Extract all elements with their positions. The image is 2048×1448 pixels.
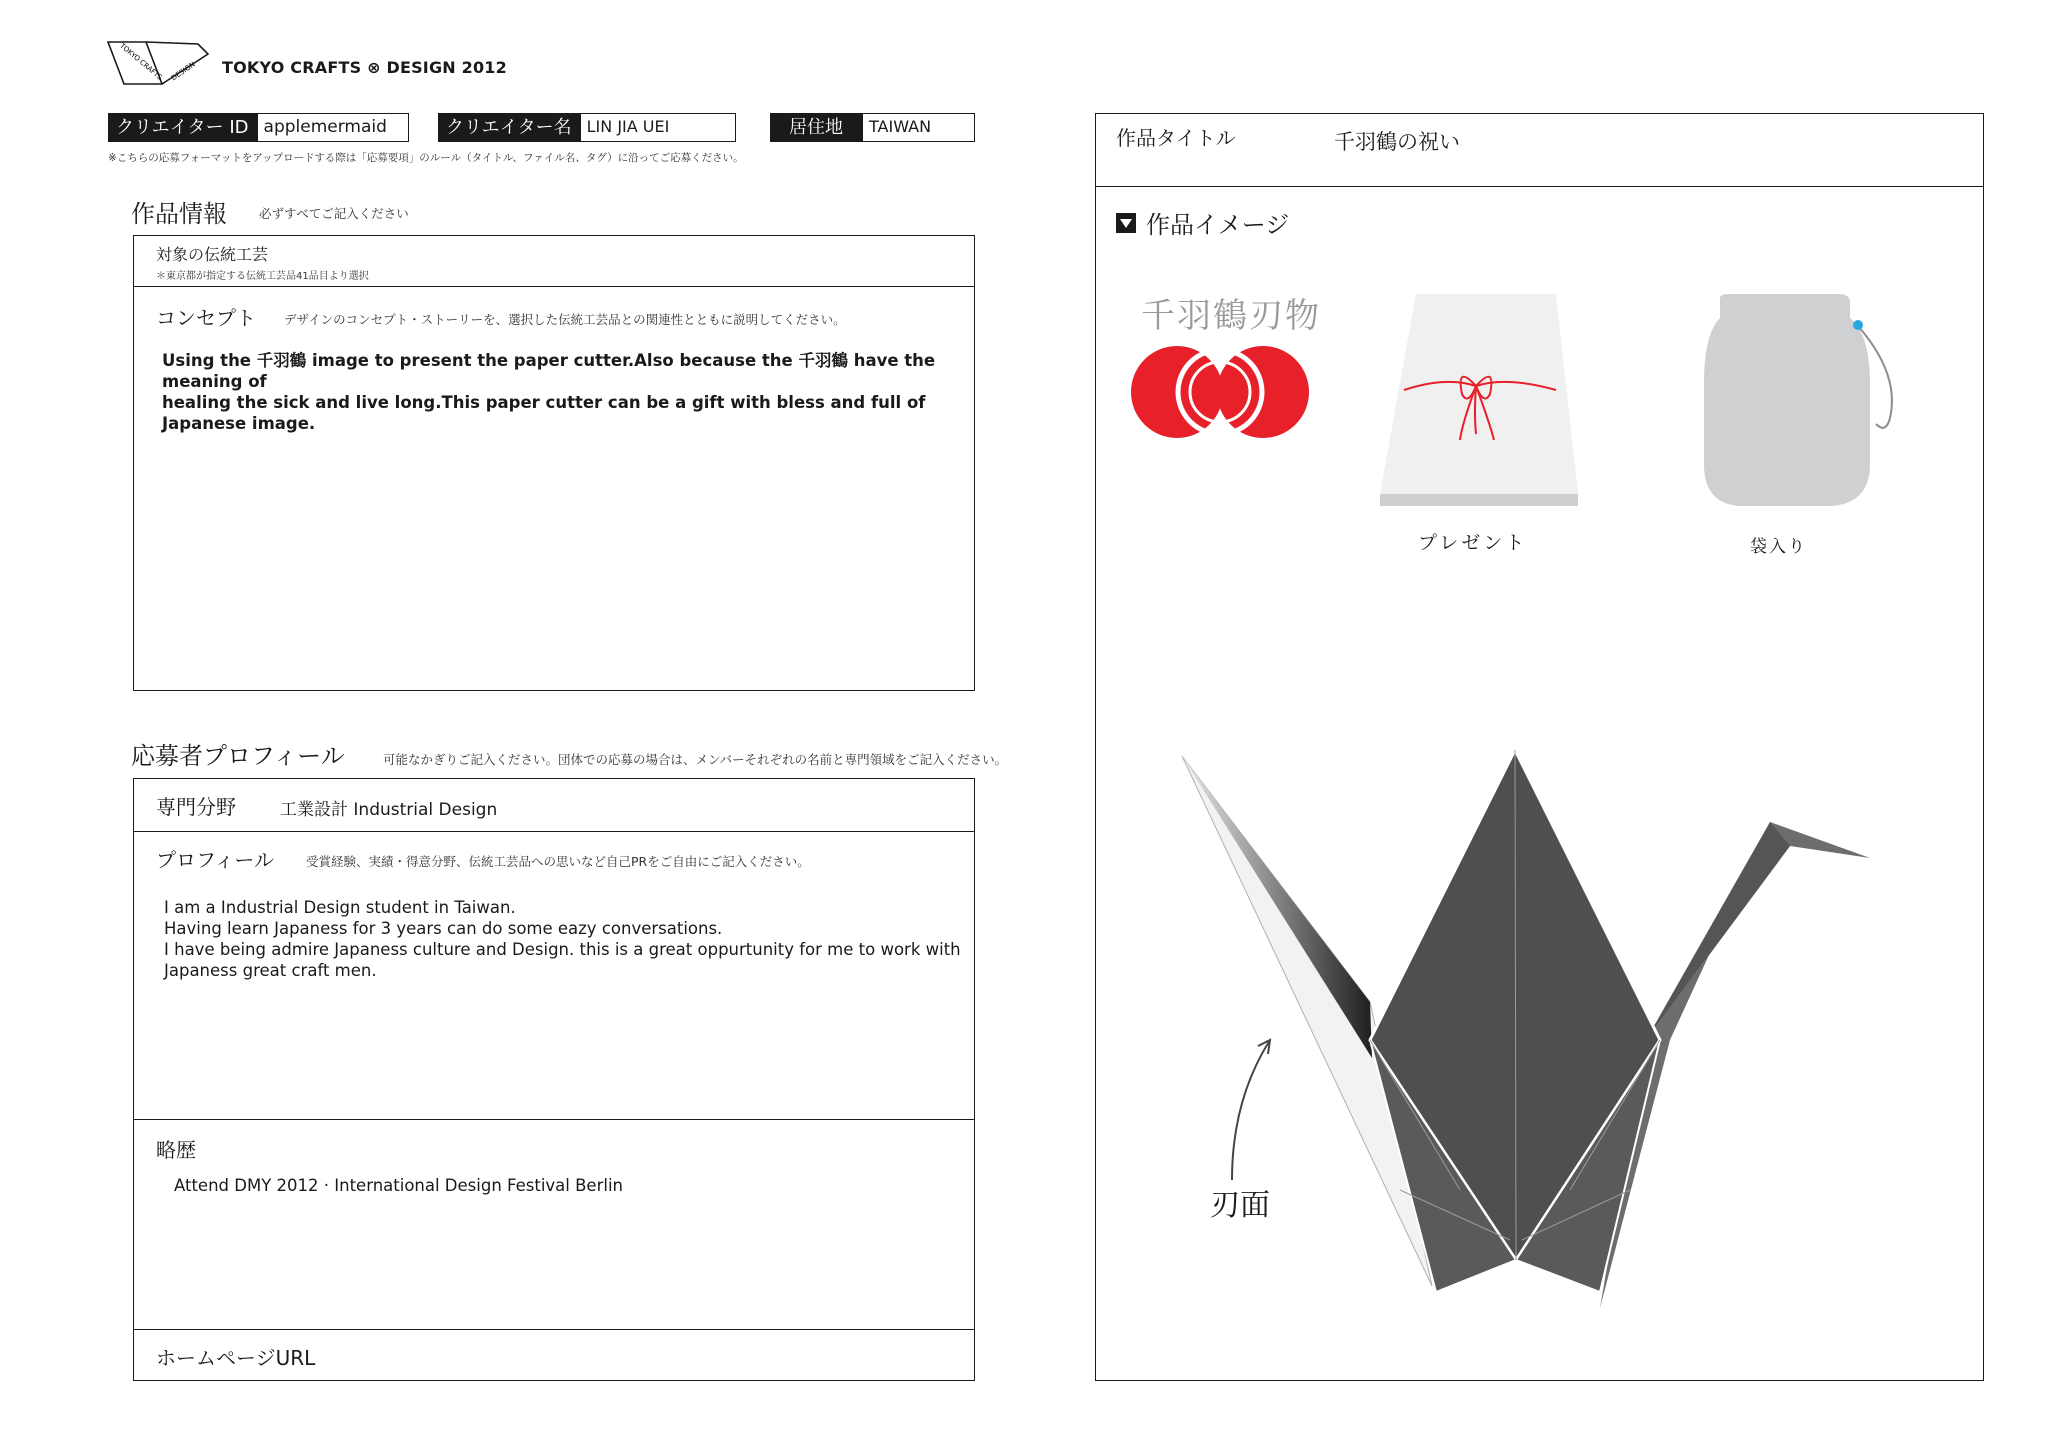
profile-box (133, 778, 975, 1381)
bag-caption: 袋入り (1750, 537, 1807, 557)
location-value[interactable]: TAIWAN (862, 113, 975, 142)
creator-name-field (438, 113, 736, 142)
location-field (770, 113, 975, 142)
history-text[interactable]: Attend DMY 2012 · International Design Festival Berlin (174, 1176, 623, 1195)
upload-note: ※こちらの応募フォーマットをアップロードする際は「応募要項」のルール（タイトル、ファイル名、タグ）に沿ってご応募ください。 (108, 152, 744, 164)
profile-text[interactable]: I am a Industrial Design student in Taiwan. Having learn Japaness for 3 years can do some eazy conversations. I have being admire Japaness culture and Design. this is a great oppurtunity for me to work with Japaness great craft men. (164, 898, 961, 980)
concept-text[interactable]: Using the 千羽鶴 image to present the paper cutter.Also because the 千羽鶴 have the meaning of healing the sick and live long.This paper cutter can be a gift with bless and full of Japanese image. (162, 351, 936, 433)
row-divider (134, 1329, 974, 1330)
creator-id-field (108, 113, 409, 142)
triangle-down-icon (1116, 213, 1136, 233)
concept-label: コンセプト (156, 306, 256, 330)
field-value[interactable]: 工業設計 Industrial Design (280, 800, 498, 820)
creator-name-value[interactable]: LIN JIA UEI (580, 113, 736, 142)
craft-label: 対象の伝統工芸 (156, 245, 269, 264)
paper-crane-illustration (1170, 740, 1890, 1320)
work-info-subtitle: 必ずすべてご記入ください (259, 206, 409, 221)
gift-caption: プレゼント (1418, 532, 1528, 554)
brand-circles-logo (1128, 340, 1318, 444)
brand-text: 千羽鶴刃物 (1141, 296, 1321, 336)
image-heading-label: 作品イメージ (1146, 211, 1290, 239)
url-label: ホームページURL (156, 1346, 316, 1370)
bag-image (1700, 294, 1902, 510)
blade-caption: 刃面 (1210, 1188, 1270, 1223)
row-divider (134, 1119, 974, 1120)
image-heading (1116, 205, 1289, 240)
work-info-box (133, 235, 975, 691)
profile-label: プロフィール (156, 848, 274, 872)
logo-stamp-line-2: DESIGN (169, 60, 197, 83)
craft-note: ＊東京都が指定する伝統工芸品41品目より選択 (156, 271, 369, 282)
history-label: 略歴 (156, 1138, 196, 1162)
gift-package-image (1376, 294, 1582, 512)
profile-subtitle: 可能なかぎりご記入ください。団体での応募の場合は、メンバーそれぞれの名前と専門領域をご記入ください。 (383, 752, 1008, 767)
location-label: 居住地 (770, 113, 862, 142)
work-title-value[interactable]: 千羽鶴の祝い (1334, 130, 1460, 154)
row-divider (134, 286, 974, 287)
creator-id-label: クリエイター ID (108, 113, 257, 142)
work-info-title: 作品情報 (131, 200, 227, 228)
field-label: 専門分野 (156, 795, 236, 819)
row-divider (134, 831, 974, 832)
creator-name-label: クリエイター名 (438, 113, 580, 142)
logo-stamp-line-1: TOKYO CRAFTS (118, 41, 164, 82)
logo-text: TOKYO CRAFTS ⊗ DESIGN 2012 (222, 58, 507, 77)
profile-title: 応募者プロフィール (131, 742, 345, 770)
work-title-label: 作品タイトル (1116, 126, 1236, 150)
profile-note: 受賞経験、実績・得意分野、伝統工芸品への思いなど自己PRをご自由にご記入ください。 (306, 854, 810, 869)
row-divider (1096, 186, 1983, 187)
logo-mark (106, 34, 216, 94)
concept-note: デザインのコンセプト・ストーリーを、選択した伝統工芸品との関連性とともに説明してください。 (284, 312, 846, 327)
creator-id-value[interactable]: applemermaid (257, 113, 409, 142)
